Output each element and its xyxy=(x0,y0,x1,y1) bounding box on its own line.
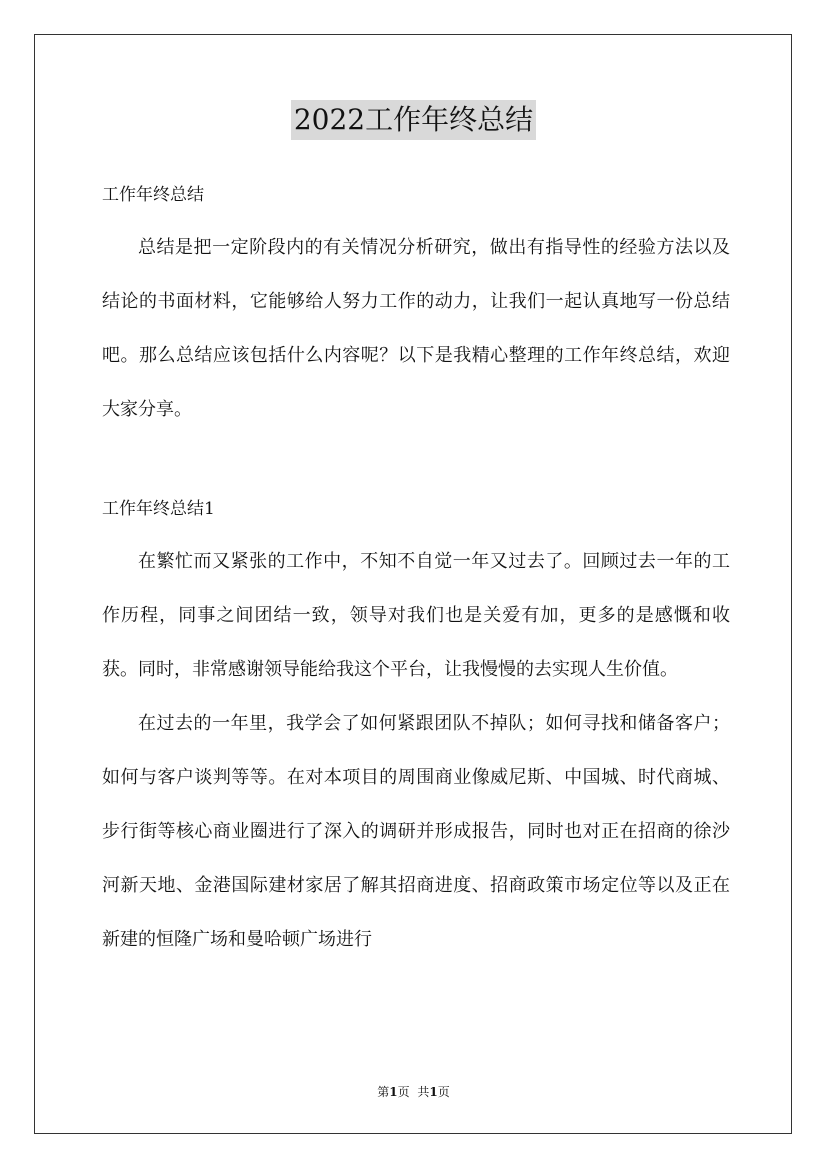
page-footer xyxy=(0,1083,827,1101)
intro-heading: 工作年终总结 xyxy=(102,185,204,205)
section1-paragraph: 在繁忙而又紧张的工作中，不知不自觉一年又过去了。回顾过去一年的工作历程，同事之间团结一致，领导对我们也是关爱有加，更多的是感慨和收获。同时，非常感谢领导能给我这个平台，让我慢慢的去实现人生价值。 xyxy=(102,551,730,680)
footer-total-number: 1 xyxy=(429,1085,438,1099)
section1-heading: 工作年终总结1 xyxy=(102,499,215,519)
document-body xyxy=(102,169,730,967)
title-container xyxy=(0,100,827,140)
footer-total-suffix: 页 xyxy=(437,1085,450,1099)
footer-page-prefix: 第 xyxy=(377,1085,390,1099)
intro-paragraph: 总结是把一定阶段内的有关情况分析研究，做出有指导性的经验方法以及结论的书面材料，它能够给人努力工作的动力，让我们一起认真地写一份总结吧。那么总结应该包括什么内容呢？以下是我精心整理的工作年终总结，欢迎大家分享。 xyxy=(102,237,730,420)
footer-total-prefix: 共 xyxy=(417,1085,430,1099)
section1-paragraph: 在过去的一年里，我学会了如何紧跟团队不掉队；如何寻找和储备客户；如何与客户谈判等等。在对本项目的周围商业像威尼斯、中国城、时代商城、步行街等核心商业圈进行了深入的调研并形成报告，同时也对正在招商的徐沙河新天地、金港国际建材家居了解其招商进度、招商政策市场定位等以及正在新建的恒隆广场和曼哈顿广场进行 xyxy=(102,713,730,950)
document-title: 2022工作年终总结 xyxy=(291,100,536,140)
footer-page-suffix: 页 xyxy=(397,1085,410,1099)
footer-page-number: 1 xyxy=(389,1085,398,1099)
section-spacer xyxy=(102,437,730,483)
